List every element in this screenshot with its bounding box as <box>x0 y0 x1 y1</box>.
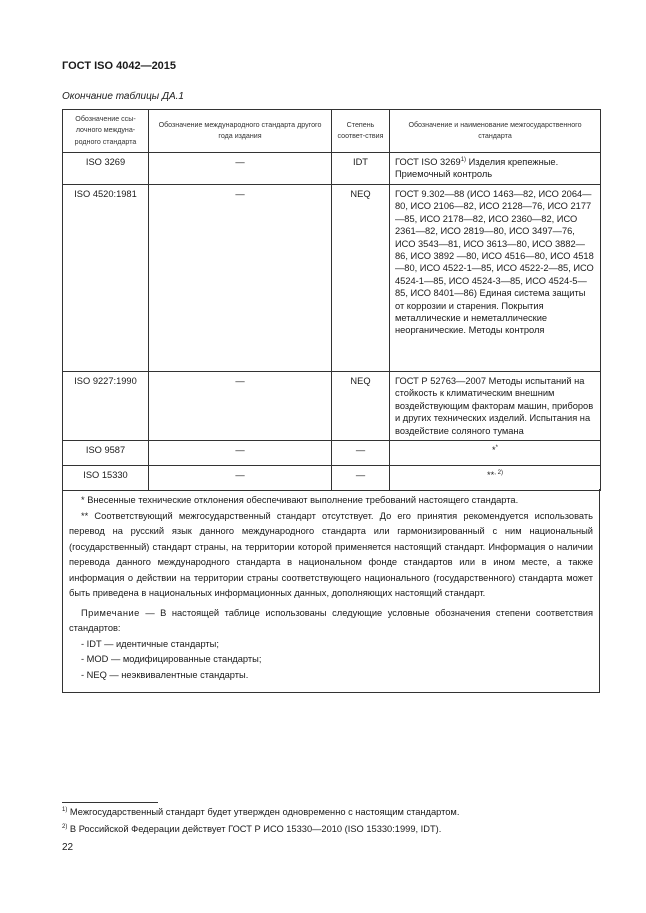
cell-degree: NEQ <box>332 185 390 372</box>
footnote-number: 1) <box>62 807 68 813</box>
gost-text: * <box>492 445 496 456</box>
note-star2: ** Соответствующий межгосударственный стандарт отсутствует. До его принятия рекомендуется использовать перевод на русский язык данного международного стандарта или гармонизированный с ним национальный (государственный) стандарт страны, на территории которой применяется настоящий стандарт. Информация о наличии перевода данного международного стандарта в национальном фонде стандартов или в ином месте, а также информация о действии на территории страны соответствующего национального (государственного) стандарта может быть приведена в национальных информационных данных, дополняющих настоящий стандарт. <box>69 510 593 598</box>
cell-gost <box>390 185 601 372</box>
footnote-ref: * <box>495 445 498 452</box>
footnote-number: 2) <box>62 824 68 830</box>
header-degree: Степень соответ-ствия <box>332 110 390 153</box>
cell-other: — <box>149 466 332 491</box>
cell-gost <box>390 153 601 185</box>
cell-other: — <box>149 372 332 441</box>
footnote-text: Межгосударственный стандарт будет утвержден одновременно с настоящим стандартом. <box>67 807 460 817</box>
note-star1: * Внесенные технические отклонения обеспечивают выполнение требований настоящего стандарта. <box>81 495 519 505</box>
note-item: - MOD — модифицированные стандарты; <box>81 654 262 664</box>
gost-text: Изделия крепежные. Приемочный контроль <box>395 157 559 180</box>
table-row <box>63 466 601 491</box>
header-other-year-standard: Обозначение международного стандарта другого года издания <box>149 110 332 153</box>
table-row <box>63 185 601 372</box>
gost-text: ГОСТ 9.302—88 (ИСО 1463—82, ИСО 2064—80, ИСО 2106—82, ИСО 2128—76, ИСО 2177—85, ИСО 2178—82, ИСО 2360—82, ИСО 2361—82, ИСО 2819—80, ИСО 3497—76, ИСО 3543—81, ИСО 3613—80, ИСО 3882—86, ИСО 3892 —80, ИСО 4516—80, ИСО 4518—80, ИСО 4522-1—85, ИСО 4522-2—85, ИСО 4524-1—85, ИСО 4524-3—85, ИСО 4524-5—85, ИСО 8401—86) Единая система защиты от коррозии и старения. Покрытия металлические и неметаллические неорганические. Методы контроля <box>395 189 594 336</box>
gost-text: ГОСТ Р 52763—2007 Методы испытаний на стойкость к климатическим внешним воздействующим факторам машин, приборов и других технических изделий. Испытания на воздействие соляного тумана <box>395 376 594 436</box>
cell-ref: ISO 15330 <box>63 466 149 491</box>
cell-gost <box>390 441 601 466</box>
footnote <box>62 823 441 836</box>
cell-ref: ISO 4520:1981 <box>63 185 149 372</box>
cell-ref: ISO 9227:1990 <box>63 372 149 441</box>
cell-other: — <box>149 185 332 372</box>
table-caption: Окончание таблицы ДА.1 <box>62 91 184 102</box>
cell-ref: ISO 9587 <box>63 441 149 466</box>
cell-degree: — <box>332 441 390 466</box>
table-header-row <box>63 110 601 153</box>
cell-other: — <box>149 153 332 185</box>
footnote <box>62 806 459 819</box>
table-row <box>63 441 601 466</box>
table-notes <box>62 489 600 693</box>
cell-gost <box>390 372 601 441</box>
header-gost: Обозначение и наименование межгосударственного стандарта <box>390 110 601 153</box>
note-label: Примечание <box>81 607 140 618</box>
page-number: 22 <box>62 842 74 853</box>
cell-other: — <box>149 441 332 466</box>
table-row <box>63 153 601 185</box>
cell-degree: — <box>332 466 390 491</box>
table-row <box>63 372 601 441</box>
footnote-ref: , 2) <box>494 470 503 477</box>
footnote-ref: 1) <box>460 157 467 163</box>
gost-text: ** <box>487 470 495 481</box>
document-header: ГОСТ ISO 4042—2015 <box>62 60 177 72</box>
gost-text: ГОСТ ISO 3269 <box>395 157 461 167</box>
header-ref-standard: Обозначение ссы-лочного междуна-родного стандарта <box>63 110 149 153</box>
footnote-text: В Российской Федерации действует ГОСТ Р ИСО 15330—2010 (ISO 15330:1999, IDT). <box>67 824 442 834</box>
cell-ref: ISO 3269 <box>63 153 149 185</box>
cell-degree: NEQ <box>332 372 390 441</box>
cell-degree: IDT <box>332 153 390 185</box>
note-paragraph <box>69 606 593 637</box>
cell-gost <box>390 466 601 491</box>
note-text: — В настоящей таблице использованы следующие условные обозначения степени соответствия стандартов: <box>69 607 593 633</box>
note-item: - IDT — идентичные стандарты; <box>81 638 219 649</box>
note-item: - NEQ — неэквивалентные стандарты. <box>81 669 249 680</box>
standards-table <box>62 109 601 491</box>
footnote-divider <box>62 802 158 803</box>
